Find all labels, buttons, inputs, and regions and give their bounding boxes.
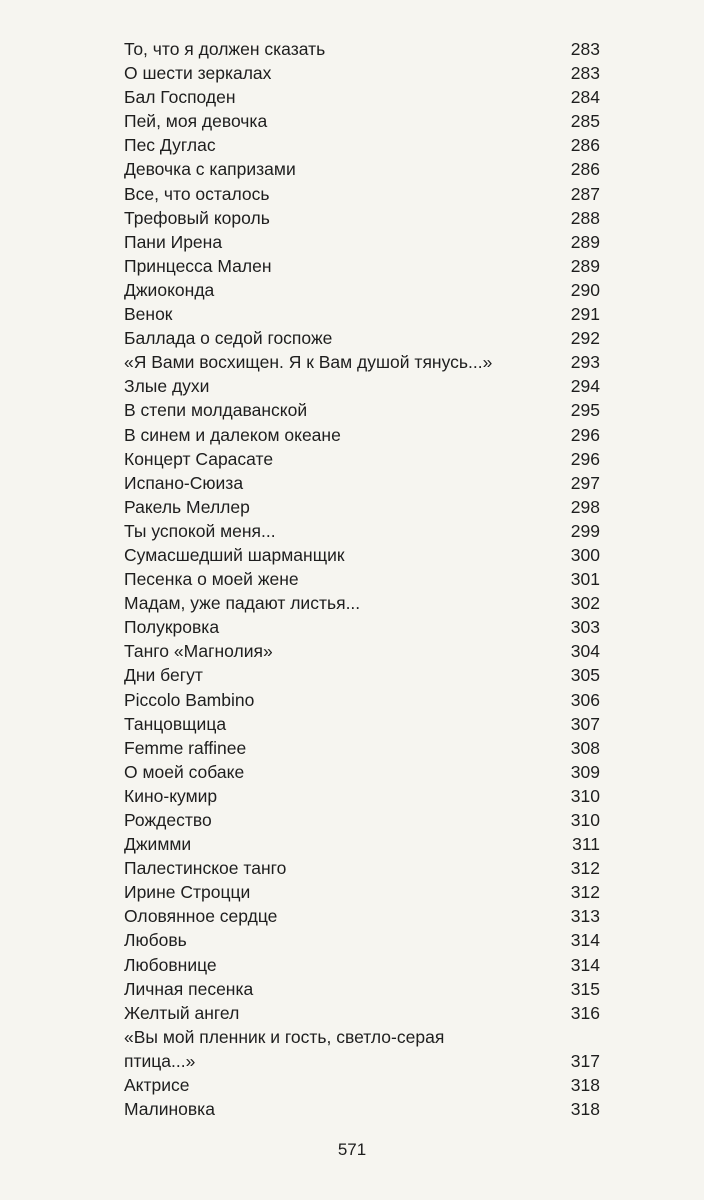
toc-entry-page: 286: [570, 159, 600, 180]
toc-entry: [124, 423, 600, 447]
toc-entry: [124, 133, 600, 157]
toc-entry-title: Испано-Сюиза: [124, 472, 244, 493]
toc-entry: [124, 567, 600, 591]
toc-entry-page: 290: [570, 279, 600, 300]
toc-entry-title: Ирине Строцци: [124, 882, 251, 903]
toc-entry: [124, 639, 600, 663]
toc-entry-page: 314: [570, 954, 600, 975]
toc-entry-title: Пани Ирена: [124, 231, 223, 252]
toc-entry: [124, 977, 600, 1001]
table-of-contents: [124, 37, 600, 1121]
toc-entry-page: 312: [570, 882, 600, 903]
toc-entry-page: 295: [570, 400, 600, 421]
toc-entry-title: «Вы мой пленник и гость, светло-серая птица...»: [124, 1026, 445, 1071]
toc-entry: [124, 302, 600, 326]
toc-entry: [124, 37, 600, 61]
toc-entry: [124, 832, 600, 856]
toc-entry-page: 283: [570, 39, 600, 59]
toc-entry-title: Ты успокой меня...: [124, 520, 276, 541]
toc-entry-title: Танго «Магнолия»: [124, 641, 273, 662]
toc-entry-title: Piccolo Bambino: [124, 689, 255, 710]
toc-entry-page: 318: [570, 1099, 600, 1120]
toc-entry: [124, 182, 600, 206]
toc-entry-title: Палестинское танго: [124, 858, 287, 879]
toc-entry: [124, 953, 600, 977]
toc-entry-page: 301: [570, 569, 600, 590]
toc-entry: [124, 904, 600, 928]
toc-entry: [124, 278, 600, 302]
toc-entry: [124, 928, 600, 952]
toc-entry-title: Пес Дуглас: [124, 135, 216, 156]
toc-entry-page: 315: [570, 978, 600, 999]
toc-entry-page: 300: [570, 544, 600, 565]
toc-entry: [124, 736, 600, 760]
toc-entry-title: Желтый ангел: [124, 1002, 240, 1023]
toc-entry-title: В синем и далеком океане: [124, 424, 341, 445]
toc-entry-title: Оловянное сердце: [124, 906, 278, 927]
toc-entry-title: Сумасшедший шарманщик: [124, 544, 345, 565]
toc-entry-title: Актрисе: [124, 1075, 190, 1096]
toc-entry: [124, 374, 600, 398]
toc-entry-title: Джиоконда: [124, 279, 215, 300]
toc-entry-page: 311: [572, 834, 600, 855]
toc-entry-page: 296: [570, 448, 600, 469]
toc-entry: [124, 688, 600, 712]
page-number: 571: [337, 1140, 367, 1159]
toc-entry: [124, 254, 600, 278]
toc-entry: [124, 230, 600, 254]
toc-entry-title: О моей собаке: [124, 761, 245, 782]
toc-entry-title: Венок: [124, 304, 173, 325]
toc-entry-page: 316: [570, 1002, 600, 1023]
toc-entry-page: 306: [570, 689, 600, 710]
toc-entry-page: 317: [570, 1050, 600, 1071]
toc-entry: [124, 808, 600, 832]
toc-entry-title: «Я Вами восхищен. Я к Вам душой тянусь...»: [124, 352, 493, 373]
toc-entry-page: 283: [570, 63, 600, 84]
toc-entry: [124, 61, 600, 85]
toc-entry: [124, 856, 600, 880]
toc-entry-title: Баллада о седой госпоже: [124, 328, 333, 349]
toc-entry-page: 310: [570, 785, 600, 806]
toc-entry: [124, 663, 600, 687]
toc-entry: [124, 591, 600, 615]
toc-entry-title: Девочка с капризами: [124, 159, 296, 180]
toc-entry-page: 285: [570, 111, 600, 132]
toc-entry-page: 292: [570, 328, 600, 349]
toc-entry-title: Личная песенка: [124, 978, 254, 999]
toc-entry: [124, 206, 600, 230]
toc-entry-page: 299: [570, 520, 600, 541]
toc-entry-title: Ракель Меллер: [124, 496, 250, 517]
toc-entry-page: 284: [570, 87, 600, 108]
toc-entry-page: 314: [570, 930, 600, 951]
toc-entry-page: 313: [570, 906, 600, 927]
toc-entry-page: 297: [570, 472, 600, 493]
toc-entry-title: Мадам, уже падают листья...: [124, 593, 361, 614]
toc-entry-page: 305: [570, 665, 600, 686]
toc-entry: [124, 471, 600, 495]
toc-entry-page: 291: [570, 304, 600, 325]
toc-entry-title: Пей, моя девочка: [124, 111, 268, 132]
toc-entry-title: Злые духи: [124, 376, 210, 397]
toc-entry-page: 309: [570, 761, 600, 782]
toc-entry-title: Концерт Сарасате: [124, 448, 274, 469]
toc-entry-title: Дни бегут: [124, 665, 203, 686]
toc-entry-title: Трефовый король: [124, 207, 270, 228]
toc-entry: [124, 1025, 600, 1073]
toc-entry: [124, 85, 600, 109]
toc-entry-title: То, что я должен сказать: [124, 39, 326, 59]
toc-entry: [124, 447, 600, 471]
toc-entry: [124, 712, 600, 736]
toc-entry-page: 289: [570, 255, 600, 276]
toc-entry-title: Кино-кумир: [124, 785, 218, 806]
toc-entry-page: 289: [570, 231, 600, 252]
toc-entry: [124, 326, 600, 350]
toc-entry-page: 302: [570, 593, 600, 614]
toc-entry-title: Бал Господен: [124, 87, 236, 108]
toc-entry-title: Любовь: [124, 930, 187, 951]
toc-entry: [124, 880, 600, 904]
toc-entry-page: 308: [570, 737, 600, 758]
toc-entry-title: Принцесса Мален: [124, 255, 272, 276]
toc-entry-title: Танцовщица: [124, 713, 227, 734]
toc-entry-page: 312: [570, 858, 600, 879]
toc-entry-page: 286: [570, 135, 600, 156]
toc-entry-page: 298: [570, 496, 600, 517]
toc-entry: [124, 1073, 600, 1097]
toc-entry: [124, 519, 600, 543]
toc-entry-title: Рождество: [124, 810, 212, 830]
toc-entry-title: О шести зеркалах: [124, 63, 272, 84]
toc-entry: [124, 784, 600, 808]
toc-entry-title: Все, что осталось: [124, 183, 270, 204]
toc-entry-page: 304: [570, 641, 600, 662]
toc-entry: [124, 157, 600, 181]
toc-entry-page: 288: [570, 207, 600, 228]
toc-entry: [124, 109, 600, 133]
toc-entry: [124, 543, 600, 567]
toc-entry-page: 318: [570, 1075, 600, 1096]
toc-entry-page: 303: [570, 617, 600, 638]
toc-entry: [124, 350, 600, 374]
toc-entry-title: Джимми: [124, 834, 192, 855]
toc-entry: [124, 615, 600, 639]
toc-entry-page: 307: [570, 713, 600, 734]
toc-entry: [124, 495, 600, 519]
toc-entry-title: Femme raffinee: [124, 737, 247, 758]
toc-entry: [124, 1001, 600, 1025]
toc-entry-page: 294: [570, 376, 600, 397]
toc-entry-page: 293: [570, 352, 600, 373]
toc-entry-title: В степи молдаванской: [124, 400, 308, 421]
toc-entry-title: Любовнице: [124, 954, 217, 975]
toc-entry-page: 287: [570, 183, 600, 204]
toc-entry: [124, 398, 600, 422]
toc-entry: [124, 760, 600, 784]
toc-entry: [124, 1097, 600, 1121]
toc-entry-page: 310: [570, 810, 600, 830]
toc-entry-page: 296: [570, 424, 600, 445]
toc-entry-title: Песенка о моей жене: [124, 569, 299, 590]
toc-entry-title: Полукровка: [124, 617, 220, 638]
toc-entry-title: Малиновка: [124, 1099, 215, 1120]
